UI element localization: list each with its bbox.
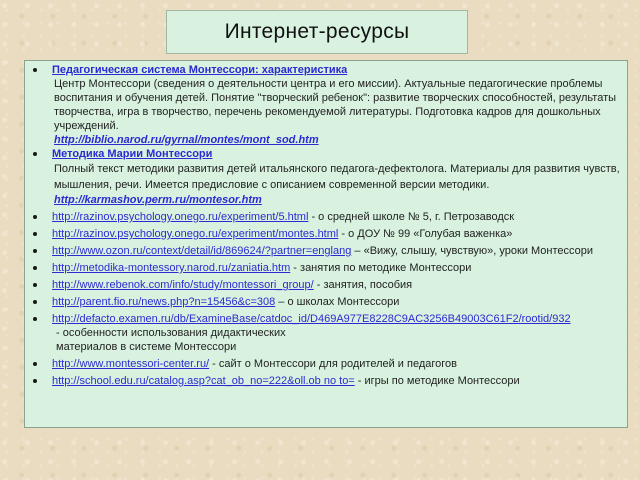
resource-note: - занятия по методике Монтессори [290,262,472,274]
bullet-icon [33,362,37,366]
list-item [25,210,627,224]
resource-note: - о ДОУ № 99 «Голубая важенка» [338,228,513,240]
resource-url-link[interactable]: http://www.montessori-center.ru/ [52,358,210,370]
resource-url-link[interactable]: http://www.rebenok.com/info/study/montessori_group/ [52,279,314,291]
resource-url-link[interactable]: http://biblio.narod.ru/gyrnal/montes/mont_sod.htm [54,134,319,146]
list-item [25,227,627,241]
resource-url-link[interactable]: http://defacto.examen.ru/db/ExamineBase/catdoc_id/D469A977E8228C9AC3256B49003C61F2/rootid/932 [52,313,571,325]
bullet-icon [33,283,37,287]
list-item [25,295,627,309]
resource-note: - игры по методике Монтессори [354,375,520,387]
resource-note: – «Вижу, слышу, чувствую», уроки Монтессори [351,245,594,257]
resource-url-link[interactable]: http://karmashov.perm.ru/montesor.htm [54,194,262,206]
resource-url-link[interactable]: http://razinov.psychology.onego.ru/experiment/montes.html [52,228,339,240]
bullet-icon [33,215,37,219]
list-item [25,261,627,275]
list-item [25,63,627,147]
list-item [25,278,627,292]
list-item [25,147,627,207]
resource-note: - сайт о Монтессори для родителей и педагогов [209,358,458,370]
resource-note: – о школах Монтессори [275,296,400,308]
page-title: Интернет-ресурсы [166,10,468,54]
resource-heading-link[interactable]: Педагогическая система Монтессори: характеристика [52,64,348,76]
list-item [25,357,627,371]
resource-url-link[interactable]: http://parent.fio.ru/news.php?n=15456&c=308 [52,296,276,308]
resource-url-link[interactable]: http://www.ozon.ru/context/detail/id/869624/?partner=englang [52,245,352,257]
bullet-icon [33,249,37,253]
list-item [25,312,627,354]
bullet-icon [33,379,37,383]
bullet-icon [33,317,37,321]
bullet-icon [33,152,37,156]
resource-list [25,61,627,388]
resource-note: - особенности использования дидактических материалов в системе Монтессори [56,327,286,353]
list-item [25,244,627,258]
resource-url-link[interactable]: http://school.edu.ru/catalog.asp?cat_ob_no=222&oll.ob no to= [52,375,355,387]
resource-note: - занятия, пособия [313,279,413,291]
resource-heading-link[interactable]: Методика Марии Монтессори [52,148,213,160]
resource-url-link[interactable]: http://metodika-montessory.narod.ru/zaniatia.htm [52,262,291,274]
bullet-icon [33,232,37,236]
bullet-icon [33,266,37,270]
resource-note: - о средней школе № 5, г. Петрозаводск [308,211,515,223]
bullet-icon [33,300,37,304]
resource-description: Центр Монтессори (сведения о деятельности центра и его миссии). Актуальные педагогические проблемы воспитания и обучения детей. Понятие "творческий ребенок": развитие творческих способностей, результаты творчества, игра в творчество, перечень рекомендуемой литературы. Подготовка кадров для дошкольных учреждений. [54,78,617,132]
resources-panel [24,60,628,428]
bullet-icon [33,68,37,72]
resource-description: Полный текст методики развития детей итальянского педагога-дефектолога. Материалы для развития чувств, мышления, речи. Имеется предисловие с описанием современной версии методики. [54,163,620,191]
resource-url-link[interactable]: http://razinov.psychology.onego.ru/experiment/5.html [52,211,309,223]
list-item [25,374,627,388]
